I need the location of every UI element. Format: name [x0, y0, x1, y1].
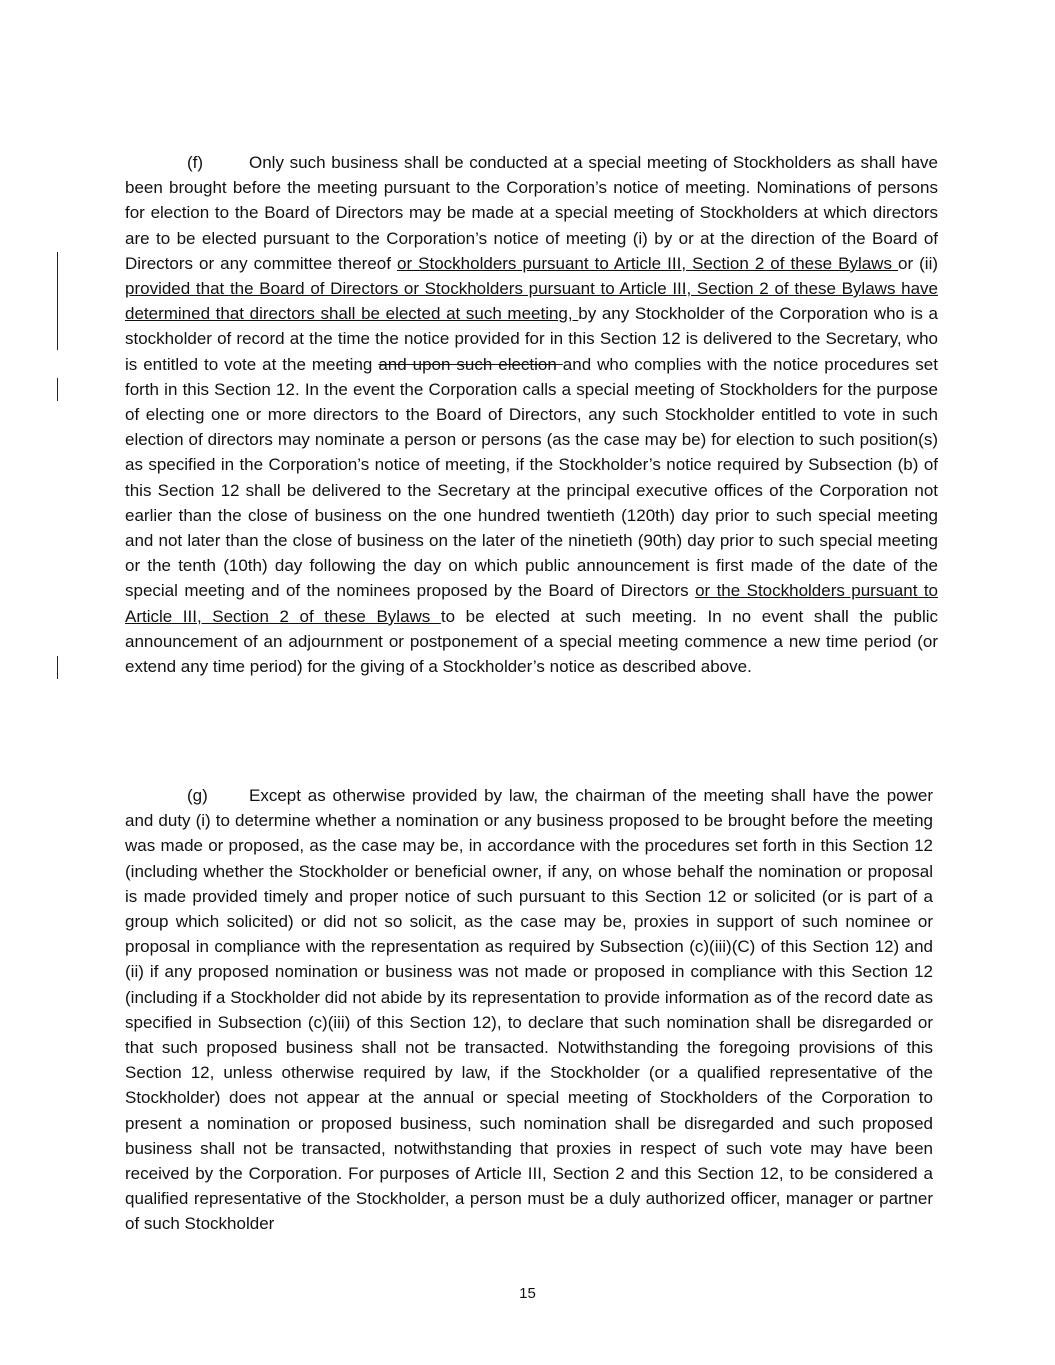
revision-change-bar: [57, 252, 58, 350]
paragraph-f: [125, 150, 938, 679]
inserted-text: or the Stockholders pursuant to Article III, Section 2 of these Bylaws: [125, 581, 938, 626]
inserted-text: provided that the Board of Directors or Stockholders pursuant to Article III, Section 2 of these Bylaws have determined that directors shall be elected at such meeting,: [125, 279, 938, 324]
inserted-text: or Stockholders pursuant to Article III, Section 2 of these Bylaws: [397, 253, 898, 273]
revision-change-bar: [57, 378, 58, 401]
revision-change-bar: [57, 656, 58, 679]
page-number: 15: [519, 1285, 536, 1302]
paragraph-text: to be elected at such meeting. In no event shall the public announcement of an adjournment or postponement of a special meeting commence a new time period (or extend any time period) for the giving of a Stockholder’s notice as described above.: [125, 606, 938, 677]
paragraph-label: (g): [187, 786, 208, 805]
paragraph-text: or (ii): [898, 253, 939, 273]
paragraph-g: [125, 783, 933, 1237]
paragraph-label: (f): [187, 153, 204, 172]
deleted-text: and upon such election: [378, 354, 563, 374]
paragraph-text: Only such business shall be conducted at a special meeting of Stockholders as shall have been brought before the meeting pursuant to the Corporation’s notice of meeting. Nominations of persons for election to the Board of Directors may be made at a special meeting of Stockholders at which directors are to be elected pursuant to the Corporation’s notice of meeting (i) by or at the direction of the Board of Directors or any committee thereof: [125, 153, 938, 273]
paragraph-text: and who complies with the notice procedures set forth in this Section 12. In the event the Corporation calls a special meeting of Stockholders for the purpose of electing one or more directors to the Board of Directors, any such Stockholder entitled to vote in such election of directors may nominate a person or persons (as the case may be) for election to such position(s) as specified in the Corporation’s notice of meeting, if the Stockholder’s notice required by Subsection (b) of this Section 12 shall be delivered to the Secretary at the principal executive offices of the Corporation not earlier than the close of business on the one hundred twentieth (120th) day prior to such special meeting and not later than the close of business on the later of the ninetieth (90th) day prior to such special meeting or the tenth (10th) day following the day on which public announcement is first made of the date of the special meeting and of the nominees proposed by the Board of Directors: [125, 354, 938, 601]
paragraph-text: by any Stockholder of the Corporation who is a stockholder of record at the time the notice provided for in this Section 12 is delivered to the Secretary, who is entitled to vote at the meeting: [125, 304, 938, 374]
paragraph-text: Except as otherwise provided by law, the chairman of the meeting shall have the power and duty (i) to determine whether a nomination or any business proposed to be brought before the meeting was made or proposed, as the case may be, in accordance with the procedures set forth in this Section 12 (including whether the Stockholder or beneficial owner, if any, on whose behalf the nomination or proposal is made provided timely and proper notice of such pursuant to this Section 12 or solicited (or is part of a group which solicited) or did not so solicit, as the case may be, proxies in support of such nominee or proposal in compliance with the representation as required by Subsection (c)(iii)(C) of this Section 12) and (ii) if any proposed nomination or business was not made or proposed in compliance with this Section 12 (including if a Stockholder did not abide by its representation to provide information as of the record date as specified in Subsection (c)(iii) of this Section 12), to declare that such nomination shall be disregarded or that such proposed business shall not be transacted. Notwithstanding the foregoing provisions of this Section 12, unless otherwise required by law, if the Stockholder (or a qualified representative of the Stockholder) does not appear at the annual or special meeting of Stockholders of the Corporation to present a nomination or proposed business, such nomination shall be disregarded and such proposed business shall not be transacted, notwithstanding that proxies in respect of such vote may have been received by the Corporation. For purposes of Article III, Section 2 and this Section 12, to be considered a qualified representative of the Stockholder, a person must be a duly authorized officer, manager or partner of such Stockholder: [125, 786, 933, 1234]
